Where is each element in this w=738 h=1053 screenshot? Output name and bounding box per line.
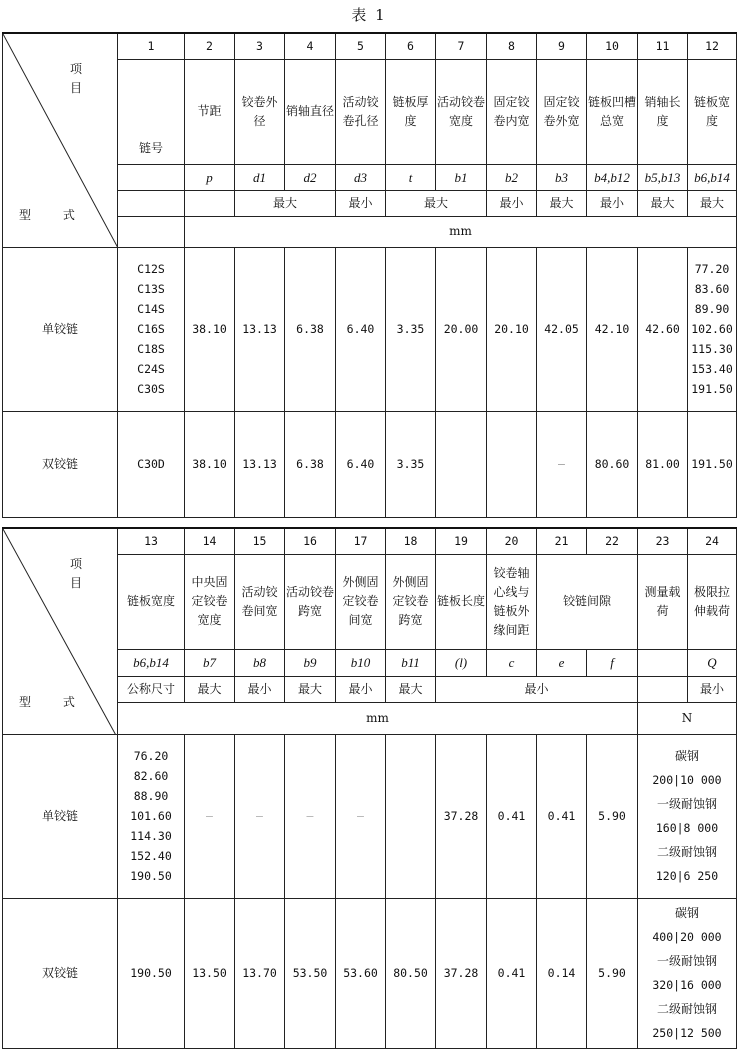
col-number: 13 (118, 528, 185, 554)
value-cell: 53.60 (336, 898, 386, 1048)
limit-label: 最大 (638, 190, 688, 216)
value-cell: 3.35 (386, 411, 436, 517)
value-cell: 80.50 (386, 898, 436, 1048)
load-list (638, 734, 737, 898)
col-number: 2 (185, 33, 235, 59)
corner-header (3, 528, 118, 734)
col-name: 固定铰卷内宽 (487, 59, 537, 164)
value-cell: 0.41 (487, 898, 537, 1048)
col-symbol: t (386, 164, 436, 190)
material-label: 二级耐蚀钢 (656, 1002, 717, 1016)
col-name: 外侧固定铰卷间宽 (336, 554, 386, 649)
corner-item-label: 项 目 (69, 557, 96, 590)
col-name: 活动铰卷间宽 (235, 554, 285, 649)
corner-type-label: 型 式 (19, 694, 89, 709)
col-number: 22 (587, 528, 638, 554)
col-symbol: b11 (386, 649, 436, 676)
row-label-double: 双铰链 (3, 411, 118, 517)
value-cell: 42.05 (537, 247, 587, 411)
width-value: 88.90 (133, 789, 169, 803)
width-value: 101.60 (130, 809, 172, 823)
col-symbol: d3 (336, 164, 386, 190)
limit-label: 最大 (285, 676, 336, 702)
col-number: 4 (285, 33, 336, 59)
corner-header (3, 33, 118, 247)
load-values: 250|12 500 (652, 1026, 722, 1040)
limit-label: 最小 (235, 676, 285, 702)
value-cell: 42.10 (587, 247, 638, 411)
col-name: 链板宽度 (118, 554, 185, 649)
chain-number: C24S (137, 362, 165, 376)
width-value: 77.20 (694, 262, 730, 276)
value-cell: 0.41 (537, 734, 587, 898)
width-value: 83.60 (694, 282, 730, 296)
material-label: 碳钢 (674, 749, 699, 763)
value-cell: — (285, 734, 336, 898)
col-symbol: Q (688, 649, 737, 676)
col-name: 节距 (185, 59, 235, 164)
col-symbol: (l) (436, 649, 487, 676)
width-list (688, 247, 737, 411)
value-cell: 13.70 (235, 898, 285, 1048)
limit-label: 最小 (336, 190, 386, 216)
col-number: 15 (235, 528, 285, 554)
col-name: 活动铰卷孔径 (336, 59, 386, 164)
limit-label: 最小 (336, 676, 386, 702)
width-value: 89.90 (694, 302, 730, 316)
col-name: 铰卷轴心线与链板外缘间距 (487, 554, 537, 649)
width-value: 191.50 (691, 382, 733, 396)
width-list (118, 734, 185, 898)
width-value: 190.50 (130, 869, 172, 883)
col-number: 10 (587, 33, 638, 59)
value-cell (386, 734, 436, 898)
value-cell: 6.40 (336, 247, 386, 411)
col-number: 5 (336, 33, 386, 59)
col-number: 19 (436, 528, 487, 554)
value-cell: 37.28 (436, 734, 487, 898)
material-label: 一级耐蚀钢 (656, 954, 717, 968)
value-cell (436, 411, 487, 517)
width-value: 153.40 (691, 362, 733, 376)
col-number: 3 (235, 33, 285, 59)
limit-label: 最大 (537, 190, 587, 216)
value-cell: 53.50 (285, 898, 336, 1048)
load-list (638, 898, 737, 1048)
corner-type-label: 型 式 (19, 207, 89, 222)
value-cell: — (336, 734, 386, 898)
value-cell: 0.41 (487, 734, 537, 898)
col-symbol: d2 (285, 164, 336, 190)
value-cell: 20.10 (487, 247, 537, 411)
spec-table-part2 (2, 527, 737, 1049)
chain-number: C13S (137, 282, 165, 296)
col-name: 链板宽度 (688, 59, 737, 164)
value-cell: 13.13 (235, 411, 285, 517)
limit-label: 最大 (688, 190, 737, 216)
col-symbol: b3 (537, 164, 587, 190)
col-name: 外侧固定铰卷跨宽 (386, 554, 436, 649)
col-number: 24 (688, 528, 737, 554)
col-name: 链板厚度 (386, 59, 436, 164)
material-label: 一级耐蚀钢 (656, 797, 717, 811)
value-cell: 6.38 (285, 411, 336, 517)
col-symbol: b1 (436, 164, 487, 190)
value-cell: 20.00 (436, 247, 487, 411)
width-value: 82.60 (133, 769, 169, 783)
col-symbol: b6,b14 (688, 164, 737, 190)
limit-label: 最小 (587, 190, 638, 216)
col-symbol: b7 (185, 649, 235, 676)
col-symbol: f (587, 649, 638, 676)
limit-label: 最大 (235, 190, 336, 216)
value-cell (487, 411, 537, 517)
width-value: 76.20 (133, 749, 169, 763)
col-number: 12 (688, 33, 737, 59)
load-values: 160|8 000 (655, 821, 719, 835)
chain-number: C30S (137, 382, 165, 396)
chain-number: C30D (118, 411, 185, 517)
col-name: 铰卷外径 (235, 59, 285, 164)
limit-label: 公称尺寸 (118, 676, 185, 702)
chain-number: C14S (137, 302, 165, 316)
value-cell: — (537, 411, 587, 517)
value-cell: 13.13 (235, 247, 285, 411)
col-symbol: d1 (235, 164, 285, 190)
limit-label: 最小 (487, 190, 537, 216)
load-values: 320|16 000 (652, 978, 722, 992)
value-cell: — (185, 734, 235, 898)
col-name: 固定铰卷外宽 (537, 59, 587, 164)
col-symbol: e (537, 649, 587, 676)
col-number: 21 (537, 528, 587, 554)
col-number: 20 (487, 528, 537, 554)
value-cell: 6.40 (336, 411, 386, 517)
col-name: 链板凹槽总宽 (587, 59, 638, 164)
width-value: 152.40 (130, 849, 172, 863)
col-name: 测量载荷 (638, 554, 688, 649)
col-number: 23 (638, 528, 688, 554)
col-number: 7 (436, 33, 487, 59)
load-values: 400|20 000 (652, 930, 722, 944)
col-number: 18 (386, 528, 436, 554)
value-cell: 13.50 (185, 898, 235, 1048)
value-cell: 42.60 (638, 247, 688, 411)
material-label: 碳钢 (674, 906, 699, 920)
value-cell: 0.14 (537, 898, 587, 1048)
limit-label: 最小 (688, 676, 737, 702)
value-cell: 6.38 (285, 247, 336, 411)
limit-label: 最大 (386, 190, 487, 216)
chain-number-list (118, 247, 185, 411)
col-symbol: p (185, 164, 235, 190)
limit-label: 最小 (436, 676, 638, 702)
col-name: 链号 (118, 59, 185, 164)
value-cell: 3.35 (386, 247, 436, 411)
col-number: 9 (537, 33, 587, 59)
limit-label: 最大 (386, 676, 436, 702)
chain-number: C12S (137, 262, 165, 276)
col-symbol: b4,b12 (587, 164, 638, 190)
limit-label: 最大 (185, 676, 235, 702)
unit-label: N (638, 702, 737, 734)
material-label: 二级耐蚀钢 (656, 845, 717, 859)
col-number: 6 (386, 33, 436, 59)
value-cell: 38.10 (185, 411, 235, 517)
col-name: 中央固定铰卷宽度 (185, 554, 235, 649)
corner-item-label: 项 目 (69, 62, 96, 95)
col-number: 1 (118, 33, 185, 59)
value-cell: 5.90 (587, 734, 638, 898)
value-cell: 37.28 (436, 898, 487, 1048)
col-symbol: b9 (285, 649, 336, 676)
value-cell: 81.00 (638, 411, 688, 517)
col-number: 14 (185, 528, 235, 554)
unit-label: mm (185, 216, 737, 247)
value-cell: — (235, 734, 285, 898)
row-label-single: 单铰链 (3, 734, 118, 898)
col-symbol: b2 (487, 164, 537, 190)
spec-table-part1 (2, 32, 737, 518)
col-name: 销轴长度 (638, 59, 688, 164)
col-name: 销轴直径 (285, 59, 336, 164)
col-number: 17 (336, 528, 386, 554)
chain-number: C16S (137, 322, 165, 336)
load-values: 120|6 250 (655, 869, 719, 883)
col-symbol: b5,b13 (638, 164, 688, 190)
unit-label: mm (118, 702, 638, 734)
col-number: 8 (487, 33, 537, 59)
chain-number: C18S (137, 342, 165, 356)
width-value: 102.60 (691, 322, 733, 336)
value-cell: 191.50 (688, 411, 737, 517)
value-cell: 80.60 (587, 411, 638, 517)
width-value: 114.30 (130, 829, 172, 843)
col-name: 活动铰卷宽度 (436, 59, 487, 164)
value-cell: 38.10 (185, 247, 235, 411)
col-symbol: b6,b14 (118, 649, 185, 676)
col-name: 活动铰卷跨宽 (285, 554, 336, 649)
value-cell: 190.50 (118, 898, 185, 1048)
col-symbol: b8 (235, 649, 285, 676)
table-title: 表 1 (351, 6, 387, 24)
row-label-single: 单铰链 (3, 247, 118, 411)
col-symbol: b10 (336, 649, 386, 676)
col-name: 链板长度 (436, 554, 487, 649)
col-name: 铰链间隙 (537, 554, 638, 649)
row-label-double: 双铰链 (3, 898, 118, 1048)
col-name: 极限拉伸载荷 (688, 554, 737, 649)
load-values: 200|10 000 (652, 773, 722, 787)
value-cell: 5.90 (587, 898, 638, 1048)
col-symbol: c (487, 649, 537, 676)
col-number: 16 (285, 528, 336, 554)
col-number: 11 (638, 33, 688, 59)
width-value: 115.30 (691, 342, 733, 356)
